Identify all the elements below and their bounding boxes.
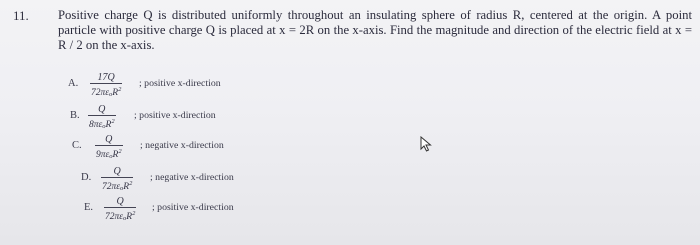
option-fraction: [104, 196, 136, 224]
fraction-numerator: Q: [105, 134, 113, 145]
option-direction: ; positive x-direction: [152, 202, 234, 213]
option-fraction: [88, 104, 116, 132]
fraction-denominator: $72\pi\varepsilon_oR^2$: [105, 210, 136, 222]
option-fraction: [101, 166, 133, 194]
option-letter: E.: [84, 202, 94, 213]
fraction-denominator: $72\pi\varepsilon_oR^2$: [91, 86, 122, 98]
option-d[interactable]: [0, 166, 700, 196]
question-number: 11.: [13, 8, 29, 23]
question-text: Positive charge Q is distributed uniformly throughout an insulating sphere of radius R, centered at the origin. A point particle with positive charge Q is placed at x = 2R on the x-axis. Find the magnitude and direction of the electric field at x = R / 2 on the x-axis.: [58, 8, 692, 52]
option-direction: ; negative x-direction: [150, 172, 234, 183]
option-direction: ; negative x-direction: [140, 140, 224, 151]
option-fraction: [95, 134, 123, 162]
fraction-numerator: Q: [116, 196, 124, 207]
fraction-denominator: $8\pi\varepsilon_oR^2$: [89, 118, 115, 130]
option-fraction: [90, 72, 122, 100]
fraction-numerator: Q: [113, 166, 121, 177]
fraction-denominator: $9\pi\varepsilon_oR^2$: [96, 148, 122, 160]
option-letter: A.: [68, 78, 79, 89]
fraction-numerator: Q: [98, 104, 106, 115]
option-c[interactable]: [0, 134, 700, 164]
option-direction: ; positive x-direction: [134, 110, 216, 121]
option-b[interactable]: [0, 104, 700, 134]
mouse-pointer-icon: [420, 136, 434, 152]
fraction-numerator: 17Q: [97, 72, 115, 83]
fraction-denominator: $72\pi\varepsilon_oR^2$: [102, 180, 133, 192]
option-letter: C.: [72, 140, 82, 151]
option-a[interactable]: [0, 72, 700, 102]
option-letter: D.: [81, 172, 92, 183]
option-e[interactable]: [0, 196, 700, 226]
option-direction: ; positive x-direction: [139, 78, 221, 89]
option-letter: B.: [70, 110, 80, 121]
